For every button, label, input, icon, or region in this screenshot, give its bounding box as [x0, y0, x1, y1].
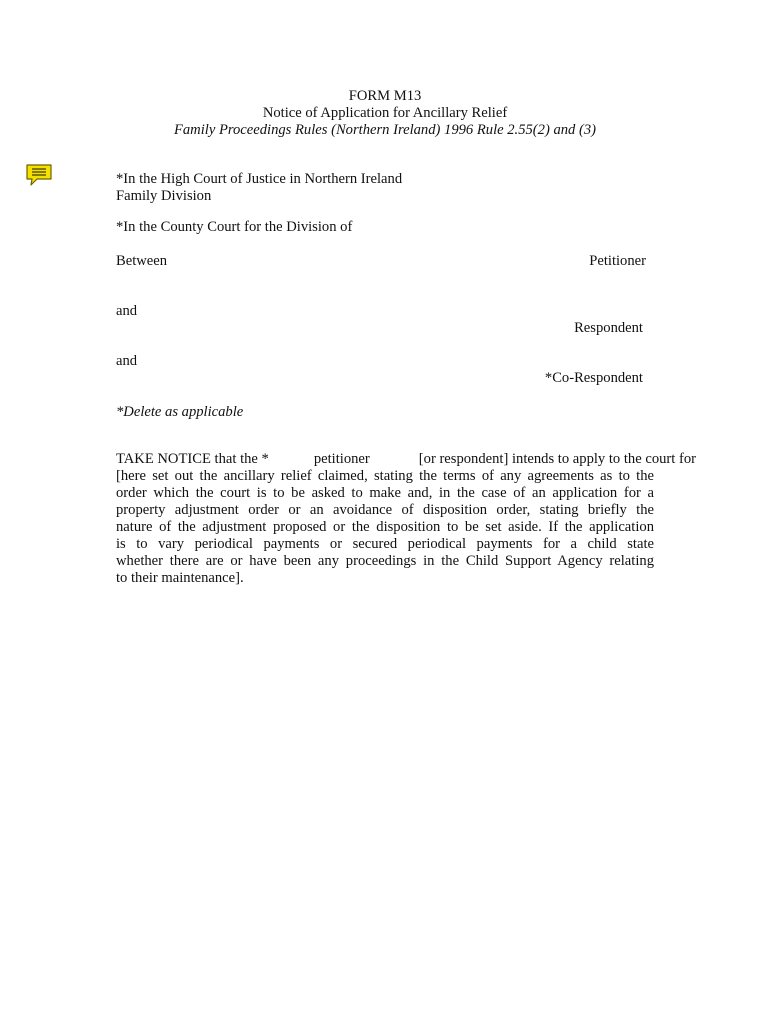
notice-line-3: order which the court is to be asked to make and, in the case of an application for a — [116, 485, 654, 501]
family-division-line: Family Division — [116, 188, 212, 204]
and-label-2: and — [116, 353, 138, 369]
notice-line-7: whether there are or have been any proceedings in the Child Support Agency relating — [116, 553, 654, 569]
delete-note: *Delete as applicable — [116, 404, 244, 420]
respondent-label: Respondent — [574, 320, 643, 336]
notice-paragraph — [116, 451, 696, 587]
notice-line-1 — [116, 451, 696, 468]
comment-note-icon[interactable] — [25, 163, 53, 187]
notice-line-2: [here set out the ancillary relief claimed, stating the terms of any agreements as to the — [116, 468, 654, 484]
notice-line-1-start: TAKE NOTICE that the * — [116, 451, 269, 467]
between-label: Between — [116, 253, 168, 269]
form-number: FORM M13 — [348, 88, 422, 104]
notice-line-8: to their maintenance]. — [116, 570, 244, 586]
and-label-1: and — [116, 303, 138, 319]
notice-line-1-end: [or respondent] intends to apply to the court for — [418, 451, 696, 467]
rules-reference: Family Proceedings Rules (Northern Ireland) 1996 Rule 2.55(2) and (3) — [173, 122, 597, 138]
county-court-line: *In the County Court for the Division of — [116, 219, 353, 235]
high-court-line: *In the High Court of Justice in Northern Ireland — [116, 171, 403, 187]
notice-petitioner-field: petitioner — [313, 451, 370, 467]
notice-line-4: property adjustment order or an avoidance of disposition order, stating briefly the — [116, 502, 654, 518]
notice-line-5: nature of the adjustment proposed or the disposition to be set aside. If the application — [116, 519, 654, 535]
co-respondent-label: *Co-Respondent — [544, 370, 643, 386]
form-title: Notice of Application for Ancillary Relief — [262, 105, 508, 121]
petitioner-label: Petitioner — [589, 253, 646, 269]
notice-line-6: is to vary periodical payments or secured periodical payments for a child state — [116, 536, 654, 552]
